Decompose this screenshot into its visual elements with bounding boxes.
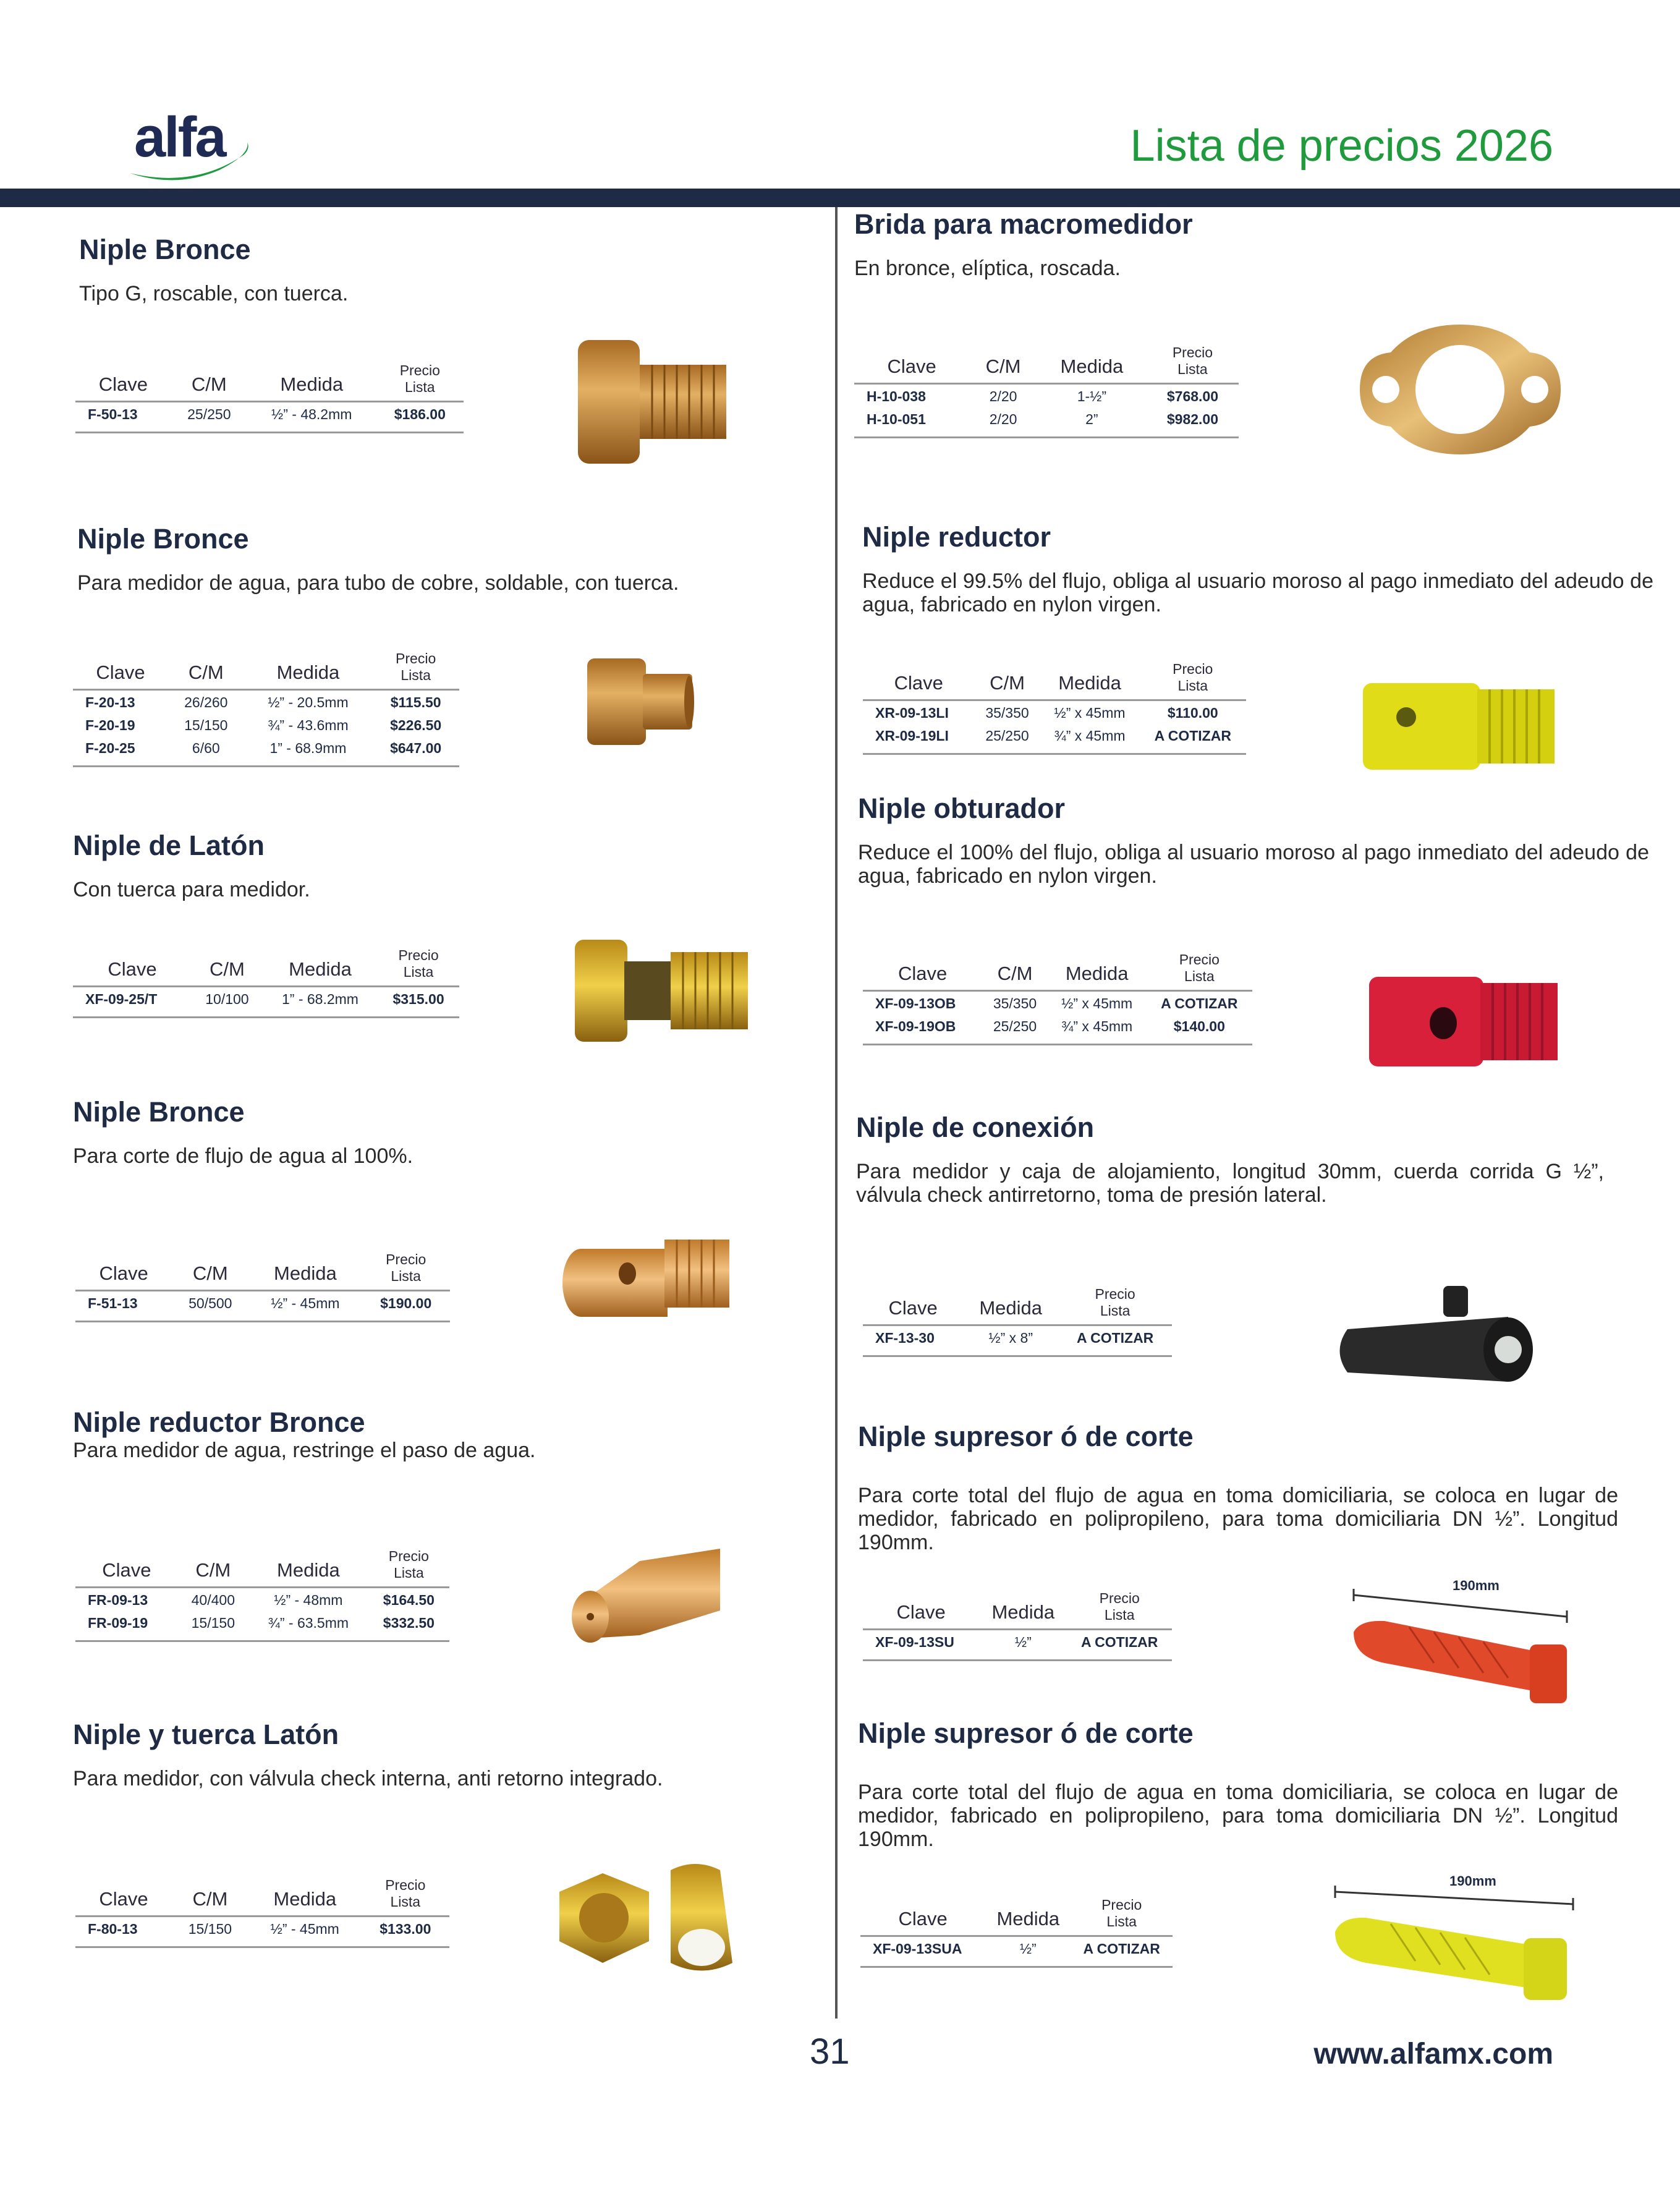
logo-text: alfa (134, 106, 225, 169)
col-medida: Medida (979, 1588, 1067, 1630)
product-description: Para corte de flujo de agua al 100%. (73, 1144, 414, 1168)
price-table (863, 1283, 1172, 1357)
product-section (79, 234, 790, 305)
col-cm: C/M (974, 658, 1040, 700)
col-clave: Clave (75, 1874, 172, 1917)
product-title: Niple reductor Bronce (73, 1406, 365, 1438)
col-medida: Medida (985, 1894, 1071, 1936)
product-title: Niple Bronce (77, 523, 249, 555)
column-divider (835, 207, 838, 2019)
product-title: Niple y tuerca Latón (73, 1719, 339, 1750)
product-title: Niple supresor ó de corte (858, 1421, 1194, 1452)
alfa-logo (127, 105, 257, 185)
price-table (75, 360, 464, 433)
table-row: F-51-13 50/500 ½” - 45mm $190.00 (75, 1291, 450, 1322)
col-medida: Medida (248, 1546, 368, 1588)
table-row: XR-09-13LI 35/350 ½” x 45mm $110.00 (875, 705, 1218, 721)
product-title: Niple Bronce (79, 234, 251, 265)
niple-supresor-rojo-image (1347, 1578, 1576, 1709)
product-section (77, 523, 788, 595)
header-bar (0, 189, 1680, 207)
product-section (854, 208, 1627, 280)
product-title: Niple Bronce (73, 1096, 245, 1128)
col-cm: C/M (172, 1874, 248, 1917)
col-cm: C/M (982, 949, 1047, 991)
col-clave: Clave (75, 360, 171, 402)
price-table (75, 1874, 449, 1948)
product-title: Niple reductor (862, 521, 1051, 553)
product-title: Brida para macromedidor (854, 208, 1193, 240)
col-medida: Medida (248, 1249, 362, 1291)
col-medida: Medida (247, 360, 376, 402)
price-table (75, 1546, 449, 1642)
table-row: F-50-13 25/250 ½” - 48.2mm $186.00 (75, 402, 464, 433)
col-cm: C/M (172, 1249, 248, 1291)
col-medida: Medida (963, 1283, 1058, 1325)
table-row: XF-09-19OB 25/250 ¾” x 45mm $140.00 (863, 1015, 1252, 1045)
product-description: Con tuerca para medidor. (73, 878, 310, 901)
col-medida: Medida (263, 945, 378, 987)
col-cm: C/M (178, 1546, 248, 1588)
col-medida: Medida (248, 1874, 362, 1917)
col-clave: Clave (854, 342, 969, 384)
price-table (73, 945, 459, 1018)
table-row: XF-13-30 ½” x 8” A COTIZAR (863, 1325, 1172, 1356)
page-title: Lista de precios 2026 (1130, 121, 1553, 171)
col-precio-lista: Precio Lista (1147, 342, 1239, 384)
product-description: Reduce el 99.5% del flujo, obliga al usuario moroso al pago inmediato del adeudo de agua, fabricado en nylon virgen. (862, 569, 1653, 616)
product-section (858, 793, 1649, 888)
col-clave: Clave (73, 945, 192, 987)
col-clave: Clave (75, 1546, 178, 1588)
niple-corte-image (559, 1227, 732, 1326)
col-precio-lista: Precio Lista (368, 1546, 449, 1588)
product-section (856, 1112, 1604, 1207)
niple-bronce-image (572, 334, 732, 470)
table-row: XF-09-13OB 35/350 ½” x 45mm A COTIZAR (875, 995, 1238, 1011)
col-cm: C/M (969, 342, 1037, 384)
dimension-label: 190mm (1449, 1873, 1496, 1889)
niple-reductor-bronce-image (566, 1530, 726, 1648)
niple-conexion-image (1329, 1283, 1539, 1388)
niple-supresor-amarillo-image (1329, 1873, 1582, 2006)
col-clave: Clave (860, 1894, 985, 1936)
table-row: F-20-19 15/150 ¾” - 43.6mm $226.50 (85, 717, 442, 733)
product-title: Niple supresor ó de corte (858, 1717, 1194, 1749)
niple-reductor-amarillo-image (1357, 680, 1558, 773)
product-description: Reduce el 100% del flujo, obliga al usuario moroso al pago inmediato del adeudo de agua, fabricado en nylon virgen. (858, 841, 1649, 888)
product-description: En bronce, elíptica, roscada. (854, 257, 1121, 280)
table-row: H-10-038 2/20 1-½” $768.00 (867, 388, 1218, 404)
product-title: Niple de conexión (856, 1112, 1095, 1143)
product-section (73, 830, 784, 901)
table-row: F-80-13 15/150 ½” - 45mm $133.00 (75, 1917, 449, 1947)
col-precio-lista: Precio Lista (1067, 1588, 1172, 1630)
col-precio-lista: Precio Lista (1058, 1283, 1172, 1325)
price-table (863, 658, 1246, 755)
brida-image (1347, 312, 1573, 467)
col-clave: Clave (863, 1588, 979, 1630)
table-row: H-10-051 2/20 2” $982.00 (854, 407, 1239, 438)
product-section (862, 521, 1653, 616)
product-description: Para corte total del flujo de agua en toma domiciliaria, se coloca en lugar de medidor, fabricado en polipropileno, para toma domiciliaria DN ½”. Longitud 190mm. (858, 1780, 1618, 1851)
product-description: Para medidor de agua, para tubo de cobre, soldable, con tuerca. (77, 571, 679, 595)
table-row: XF-09-25/T 10/100 1” - 68.2mm $315.00 (73, 987, 459, 1018)
table-row: F-20-25 6/60 1” - 68.9mm $647.00 (73, 736, 459, 767)
col-cm: C/M (171, 360, 247, 402)
product-section (73, 1719, 784, 1790)
col-medida: Medida (1040, 658, 1140, 700)
col-precio-lista: Precio Lista (378, 945, 459, 987)
col-clave: Clave (73, 648, 168, 690)
col-precio-lista: Precio Lista (1140, 658, 1246, 700)
col-cm: C/M (192, 945, 263, 987)
page-number: 31 (810, 2031, 850, 2072)
col-clave: Clave (863, 1283, 963, 1325)
col-precio-lista: Precio Lista (362, 1874, 449, 1917)
price-table (75, 1249, 450, 1322)
dimension-label: 190mm (1453, 1578, 1500, 1593)
col-cm: C/M (168, 648, 244, 690)
price-table (860, 1894, 1173, 1968)
table-row: XF-09-13SUA ½” A COTIZAR (860, 1936, 1173, 1967)
product-section (858, 1717, 1618, 1851)
product-section (73, 1096, 784, 1168)
niple-tuerca-laton-image (547, 1855, 757, 1978)
col-clave: Clave (863, 949, 982, 991)
col-precio-lista: Precio Lista (1147, 949, 1252, 991)
col-medida: Medida (1037, 342, 1147, 384)
product-section (73, 1406, 784, 1462)
niple-laton-image (572, 937, 751, 1045)
product-title: Niple obturador (858, 793, 1065, 824)
product-description: Para medidor y caja de alojamiento, longitud 30mm, cuerda corrida G ½”, válvula check antirretorno, toma de presión lateral. (856, 1160, 1604, 1207)
price-table (863, 1588, 1172, 1661)
col-precio-lista: Precio Lista (372, 648, 459, 690)
product-description: Para medidor, con válvula check interna, anti retorno integrado. (73, 1767, 663, 1790)
product-section (858, 1421, 1618, 1554)
col-clave: Clave (863, 658, 974, 700)
table-row: FR-09-13 40/400 ½” - 48mm $164.50 (88, 1592, 435, 1608)
table-row: XR-09-19LI 25/250 ¾” x 45mm A COTIZAR (863, 724, 1246, 754)
col-clave: Clave (75, 1249, 172, 1291)
col-medida: Medida (1048, 949, 1147, 991)
niple-obturador-rojo-image (1363, 974, 1561, 1070)
product-description: Tipo G, roscable, con tuerca. (79, 282, 349, 305)
niple-soldable-image (584, 655, 695, 748)
col-precio-lista: Precio Lista (376, 360, 464, 402)
col-medida: Medida (244, 648, 373, 690)
price-table (73, 648, 459, 767)
product-title: Niple de Latón (73, 830, 265, 861)
table-row: FR-09-19 15/150 ¾” - 63.5mm $332.50 (75, 1611, 449, 1641)
product-description: Para corte total del flujo de agua en toma domiciliaria, se coloca en lugar de medidor, fabricado en polipropileno, para toma domiciliaria DN ½”. Longitud 190mm. (858, 1484, 1618, 1554)
col-precio-lista: Precio Lista (1071, 1894, 1173, 1936)
product-description: Para medidor de agua, restringe el paso de agua. (73, 1439, 536, 1462)
table-row: F-20-13 26/260 ½” - 20.5mm $115.50 (85, 694, 441, 710)
col-precio-lista: Precio Lista (362, 1249, 450, 1291)
website-link[interactable]: www.alfamx.com (1313, 2038, 1553, 2070)
price-table (863, 949, 1252, 1045)
price-table (854, 342, 1239, 438)
table-row: XF-09-13SU ½” A COTIZAR (863, 1630, 1172, 1661)
